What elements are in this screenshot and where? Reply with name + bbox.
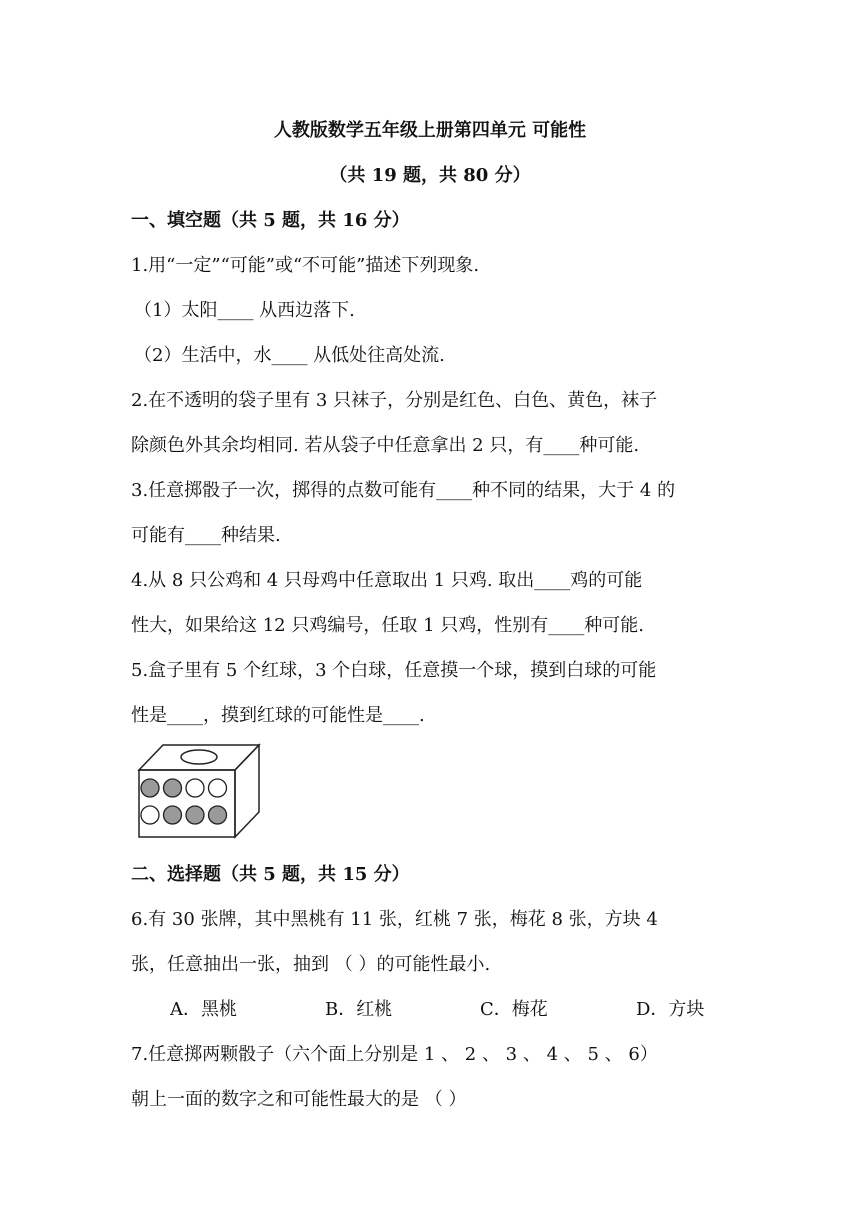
question-line: 7.任意掷两颗骰子（六个面上分别是 1 、 2 、 3 、 4 、 5 、 6） bbox=[131, 1044, 658, 1065]
question-line: 朝上一面的数字之和可能性最大的是 （ ） bbox=[131, 1089, 467, 1110]
question-line: 性是____，摸到红球的可能性是____. bbox=[131, 705, 425, 726]
question-line: 性大，如果给这 12 只鸡编号，任取 1 只鸡，性别有____种可能. bbox=[131, 615, 644, 636]
question-line: 1.用“一定”“可能”或“不可能”描述下列现象. bbox=[131, 255, 480, 276]
option-a: A．黑桃 bbox=[170, 999, 237, 1020]
question-line: 张，任意抽出一张，抽到 （ ）的可能性最小. bbox=[131, 954, 491, 975]
question-line: （1）太阳____ 从西边落下. bbox=[134, 300, 355, 321]
option-b: B．红桃 bbox=[325, 999, 393, 1020]
question-line: （2）生活中，水____ 从低处往高处流. bbox=[134, 345, 445, 366]
question-line: 4.从 8 只公鸡和 4 只母鸡中任意取出 1 只鸡. 取出____鸡的可能 bbox=[131, 570, 643, 591]
question-line: 2.在不透明的袋子里有 3 只袜子，分别是红色、白色、黄色，袜子 bbox=[131, 390, 658, 411]
ball-box-figure bbox=[137, 742, 261, 840]
document-title: 人教版数学五年级上册第四单元 可能性 bbox=[273, 120, 587, 141]
question-line: 3.任意掷骰子一次，掷得的点数可能有____种不同的结果，大于 4 的 bbox=[131, 480, 676, 501]
gray-ball bbox=[164, 806, 182, 824]
question-line: 6.有 30 张牌，其中黑桃有 11 张，红桃 7 张，梅花 8 张，方块 4 bbox=[131, 909, 658, 930]
white-ball bbox=[186, 779, 204, 797]
section-heading-choice: 二、选择题（共 5 题，共 15 分） bbox=[131, 864, 410, 885]
question-line: 可能有____种结果. bbox=[131, 525, 281, 546]
option-d: D．方块 bbox=[636, 999, 705, 1020]
document-subtitle: （共 19 题，共 80 分） bbox=[329, 165, 531, 186]
gray-ball bbox=[186, 806, 204, 824]
white-ball bbox=[141, 806, 159, 824]
gray-ball bbox=[141, 779, 159, 797]
gray-ball bbox=[209, 806, 227, 824]
option-c: C．梅花 bbox=[480, 999, 548, 1020]
section-heading-fill-in: 一、填空题（共 5 题，共 16 分） bbox=[131, 210, 410, 231]
question-line: 5.盒子里有 5 个红球，3 个白球，任意摸一个球，摸到白球的可能 bbox=[131, 660, 657, 681]
question-line: 除颜色外其余均相同. 若从袋子中任意拿出 2 只，有____种可能. bbox=[131, 435, 640, 456]
gray-ball bbox=[164, 779, 182, 797]
box-opening bbox=[181, 750, 217, 764]
white-ball bbox=[209, 779, 227, 797]
